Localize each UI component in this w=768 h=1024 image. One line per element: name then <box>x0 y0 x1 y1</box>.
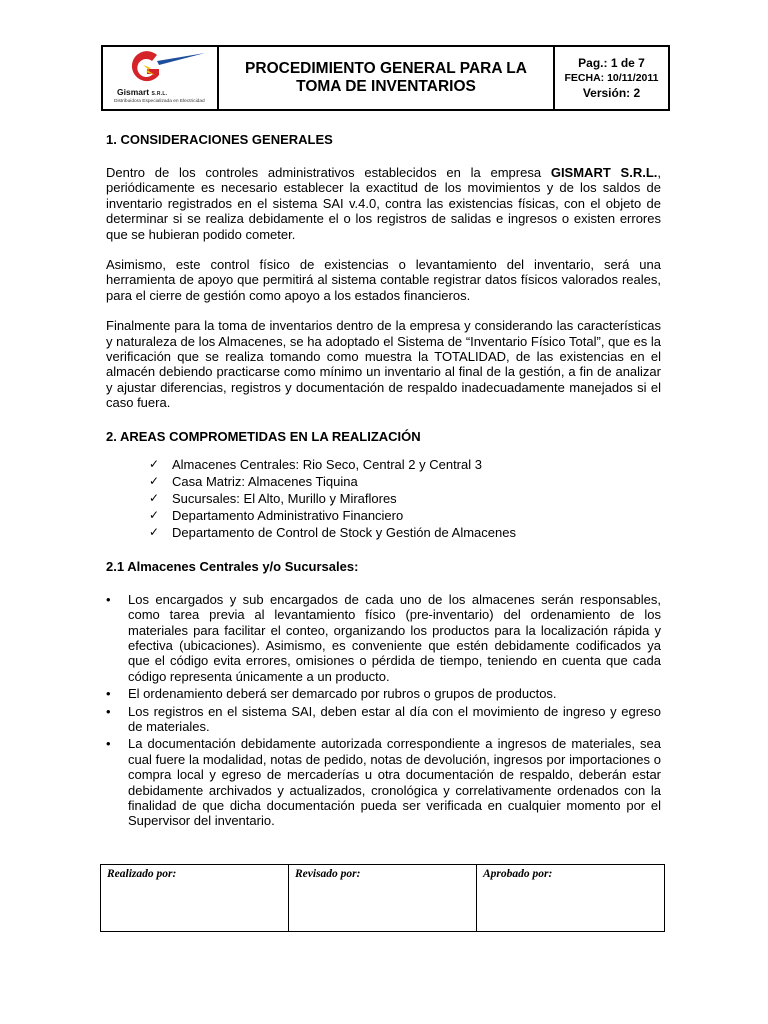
section-1-paragraph-2: Asimismo, este control físico de existencias o levantamiento del inventario, será una herramienta de apoyo que permitirá al sistema contable registrar datos físicos valorados reales, para el cierre de gestión como apoyo a los estados financieros. <box>106 257 661 303</box>
list-item: ✓ Departamento de Control de Stock y Gestión de Almacenes <box>149 524 516 540</box>
bullet-icon: • <box>106 591 111 607</box>
section-2-heading: 2. AREAS COMPROMETIDAS EN LA REALIZACIÓN <box>106 428 421 444</box>
list-item: ✓ Departamento Administrativo Financiero <box>149 507 404 523</box>
signature-table <box>100 864 665 932</box>
checkmark-icon: ✓ <box>149 507 160 522</box>
page-number: Pag.: 1 de 7 <box>578 55 645 70</box>
section-1-paragraph-3: Finalmente para la toma de inventarios dentro de la empresa y considerando las características y naturaleza de los Almacenes, se ha adoptado el Sistema de “Inventario Físico Total”, que es la verificación que se realiza tomando como muestra la TOTALIDAD, de las existencias en el almacén debiendo practicarse como mínimo un inventario al final de la gestión, a fin de analizar y ajustar diferencias, registros y documentación de respaldo inadecuadamente manejados si el caso fuera. <box>106 318 661 411</box>
reviewed-by-cell: Revisado por: <box>289 865 477 931</box>
title-line-2: TOMA DE INVENTARIOS <box>296 78 476 95</box>
areas-list <box>106 456 661 541</box>
approved-by-cell: Aprobado por: <box>483 868 553 880</box>
list-item: • Los registros en el sistema SAI, deben estar al día con el movimiento de ingreso y egreso de materiales. <box>106 703 661 734</box>
checkmark-icon: ✓ <box>149 456 160 471</box>
list-item: ✓ Almacenes Centrales: Rio Seco, Central 2 y Central 3 <box>149 456 482 472</box>
section-1-heading: 1. CONSIDERACIONES GENERALES <box>106 132 333 147</box>
list-item: ✓ Sucursales: El Alto, Murillo y Miraflores <box>149 490 397 506</box>
list-item: • El ordenamiento deberá ser demarcado por rubros o grupos de productos. <box>106 686 557 702</box>
bullet-icon: • <box>106 686 111 702</box>
warehouse-rules-list <box>106 592 661 829</box>
title-line-1: PROCEDIMIENTO GENERAL PARA LA <box>245 60 527 77</box>
list-item: • La documentación debidamente autorizada correspondiente a ingresos de materiales, sea cual fuere la modalidad, notas de pedido, notas de devolución, ingresos por importaciones o compra local y egreso de mercaderías u otra documentación de respaldo, deberán estar debidamente archivados y actualizados, cronológica y correlativamente ordenados con la finalidad de que dicha documentación pueda ser verificada en cualquier momento por el Supervisor del inventario. <box>106 736 661 829</box>
list-item: • Los encargados y sub encargados de cada uno de los almacenes serán responsables, como tarea previa al levantamiento físico (pre-inventario) del ordenamiento de los materiales para facilitar el conteo, organizando los productos para la localización rápida y efectiva (ubicaciones). Asimismo, es conveniente que estén debidamente codificados ya que el código evita errores, omisiones o pérdida de tiempo, teniendo en cuenta que cada código representa únicamente a un producto. <box>106 591 661 684</box>
section-2-1-heading: 2.1 Almacenes Centrales y/o Sucursales: <box>106 558 359 574</box>
bullet-icon: • <box>106 736 111 752</box>
company-logo <box>103 47 219 109</box>
section-1-paragraph-1: Dentro de los controles administrativos establecidos en la empresa GISMART S.R.L., periódicamente es necesario establecer la exactitud de los movimientos y de los saldos de inventario registrados en el sistema SAI v.4.0, contra las existencias físicas, con el objeto de determinar si se realiza debidamente el o los registros de salidas e ingresos o existen errores que se hubieran podido cometer. <box>106 165 661 242</box>
logo-wordmark: Gismart S.R.L. <box>117 87 168 97</box>
logo-tagline: Distribuidora Especializada en Electricidad <box>114 99 205 104</box>
document-header <box>101 45 670 111</box>
company-name: GISMART S.R.L. <box>550 165 658 180</box>
checkmark-icon: ✓ <box>149 473 160 488</box>
document-meta <box>555 47 668 109</box>
checkmark-icon: ✓ <box>149 524 160 539</box>
made-by-cell: Realizado por: <box>101 865 289 931</box>
document-title <box>219 47 555 109</box>
list-item: ✓ Casa Matriz: Almacenes Tiquina <box>149 473 358 489</box>
checkmark-icon: ✓ <box>149 490 160 505</box>
document-version: Versión: 2 <box>582 85 641 100</box>
gismart-logo-icon <box>113 51 209 89</box>
bullet-icon: • <box>106 703 111 719</box>
document-date: FECHA: 10/11/2011 <box>564 71 659 84</box>
document-body <box>106 128 661 831</box>
